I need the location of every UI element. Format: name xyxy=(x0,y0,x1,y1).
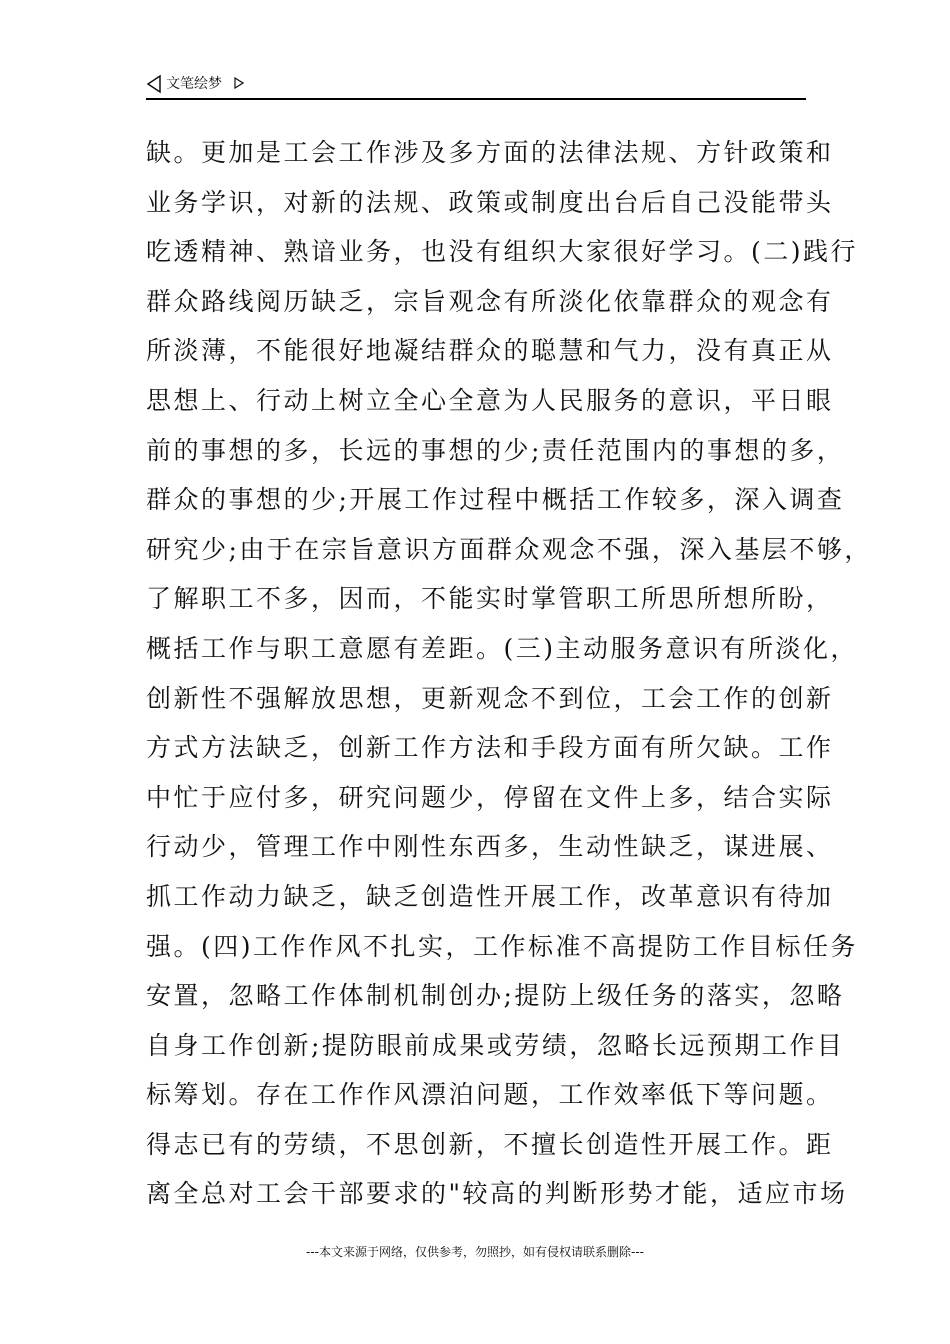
text-line: 了解职工不多，因而，不能实时掌管职工所思所想所盼， xyxy=(146,584,834,614)
text-line: 群众路线阅历缺乏，宗旨观念有所淡化依靠群众的观念有 xyxy=(146,286,834,316)
text-line: 标筹划。存在工作作风漂泊问题，工作效率低下等问题。 xyxy=(146,1080,834,1110)
text-line: 前的事想的多，长远的事想的少;责任范围内的事想的多， xyxy=(146,435,845,465)
text-line: 缺。更加是工会工作涉及多方面的法律法规、方针政策和 xyxy=(146,138,834,167)
text-line: 方式方法缺乏，创新工作方法和手段方面有所欠缺。工作 xyxy=(146,733,834,763)
body-text xyxy=(146,128,872,1219)
footer-disclaimer: ---本文来源于网络，仅供参考，勿照抄，如有侵权请联系删除--- xyxy=(306,1245,644,1259)
triangle-left-outline-icon xyxy=(146,74,162,94)
header-title: 文笔绘梦 xyxy=(166,76,222,92)
text-line: 研究少;由于在宗旨意识方面群众观念不强，深入基层不够， xyxy=(146,534,872,564)
text-line: 创新性不强解放思想，更新观念不到位，工会工作的创新 xyxy=(146,683,834,713)
triangle-right-outline-icon xyxy=(234,77,244,89)
text-line: 群众的事想的少;开展工作过程中概括工作较多，深入调查 xyxy=(146,485,845,515)
text-line: 抓工作动力缺乏，缺乏创造性开展工作，改革意识有待加 xyxy=(146,881,834,911)
text-line: 吃透精神、熟谙业务，也没有组织大家很好学习。(二)践行 xyxy=(146,237,859,267)
text-line: 业务学识，对新的法规、政策或制度出台后自己没能带头 xyxy=(146,187,834,217)
text-line: 强。(四)工作作风不扎实，工作标准不高提防工作目标任务 xyxy=(146,931,859,961)
page-header xyxy=(146,74,806,100)
text-line: 行动少，管理工作中刚性东西多，生动性缺乏，谋进展、 xyxy=(146,832,834,862)
text-line: 思想上、行动上树立全心全意为人民服务的意识，平日眼 xyxy=(146,385,834,415)
text-line: 离全总对工会干部要求的"较高的判断形势才能，适应市场 xyxy=(146,1179,848,1209)
text-line: 自身工作创新;提防眼前成果或劳绩，忽略长远预期工作目 xyxy=(146,1030,845,1060)
text-line: 安置，忽略工作体制机制创办;提防上级任务的落实，忽略 xyxy=(146,981,845,1011)
text-line: 得志已有的劳绩，不思创新，不擅长创造性开展工作。距 xyxy=(146,1129,834,1159)
text-line: 中忙于应付多，研究问题少，停留在文件上多，结合实际 xyxy=(146,782,834,812)
text-line: 所淡薄，不能很好地凝结群众的聪慧和气力，没有真正从 xyxy=(146,336,834,366)
text-line: 概括工作与职工意愿有差距。(三)主动服务意识有所淡化， xyxy=(146,633,859,663)
